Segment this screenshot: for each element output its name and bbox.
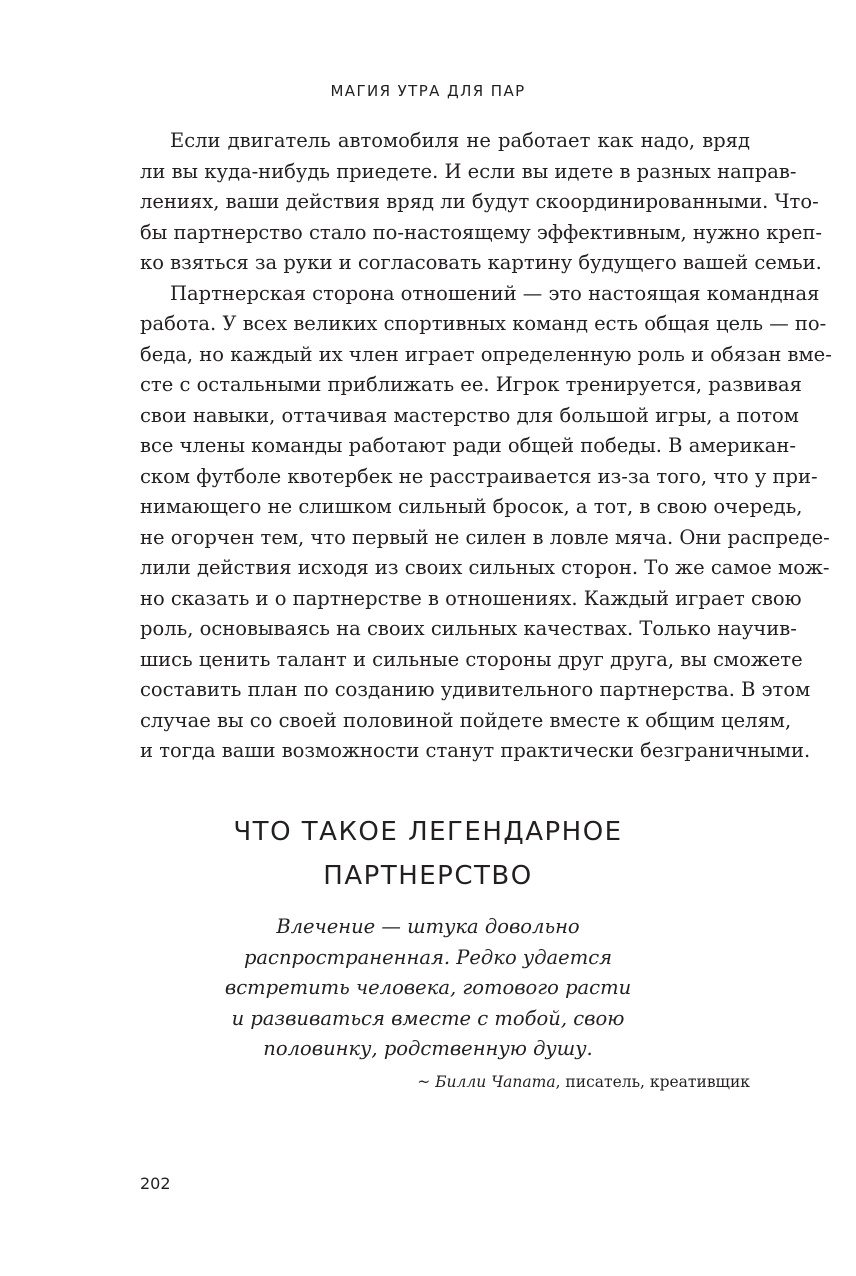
text-line: Если двигатель автомобиля не работает как надо, вряд [170,129,750,152]
page-number: 202 [140,1174,171,1193]
epigraph-line: встретить человека, готового расти [224,976,632,999]
text-line: не огорчен тем, что первый не силен в ловле мяча. Они распреде- [140,525,830,549]
text-line: лениях, ваши действия вряд ли будут скоординированными. Что- [140,190,819,213]
text-line: ском футболе квотербек не расстраивается из-за того, что у при- [140,464,818,488]
text-line: ли вы куда-нибудь приедете. И если вы идете в разных направ- [140,159,797,183]
text-line: лили действия исходя из своих сильных сторон. То же самое мож- [140,556,830,579]
epigraph-line: Влечение — штука довольно [276,915,580,938]
epigraph-line: и развиваться вместе с тобой, свою [231,1006,625,1030]
running-head: МАГИЯ УТРА ДЛЯ ПАР [330,82,526,100]
text-line: но сказать и о партнерстве в отношениях. Каждый играет свою [140,586,802,610]
section-title-line: ЧТО ТАКОЕ ЛЕГЕНДАРНОЕ [233,817,623,847]
text-line: случае вы со своей половиной пойдете вместе к общим целям, [140,708,792,732]
epigraph-line: распространенная. Редко удается [243,945,613,969]
text-line: шись ценить талант и сильные стороны друг друга, вы сможете [140,647,803,671]
paragraph-1 [140,126,823,279]
text-line: работа. У всех великих спортивных команд есть общая цель — по- [140,312,827,335]
attribution-prefix: ~ [417,1073,436,1091]
section-title-line: ПАРТНЕРСТВО [323,861,533,891]
attribution-role: , писатель, креативщик [555,1073,750,1091]
text-line: нимающего не слишком сильный бросок, а тот, в свою очередь, [140,495,803,518]
text-line: свои навыки, оттачивая мастерство для большой игры, а потом [140,403,799,427]
text-line: беда, но каждый их член играет определенную роль и обязан вме- [140,342,832,366]
attribution-author: Билли Чапата [435,1073,556,1091]
body-text [140,126,832,767]
paragraph-2 [140,279,832,767]
epigraph-attribution [417,1073,750,1091]
text-line: бы партнерство стало по-настоящему эффективным, нужно креп- [140,220,823,244]
text-line: и тогда ваши возможности станут практически безграничными. [140,739,811,762]
text-line: составить план по созданию удивительного партнерства. В этом [140,678,811,701]
epigraph-line: половинку, родственную душу. [263,1037,593,1060]
epigraph-quote [0,912,856,1065]
text-line: сте с остальными приближать ее. Игрок тренируется, развивая [140,373,802,396]
text-line: все члены команды работают ради общей победы. В американ- [140,434,796,457]
text-line: Партнерская сторона отношений — это настоящая командная [170,281,820,305]
text-line: ко взяться за руки и согласовать картину будущего вашей семьи. [140,251,822,274]
text-line: роль, основываясь на своих сильных качествах. Только научив- [140,617,797,640]
section-title [0,810,856,898]
